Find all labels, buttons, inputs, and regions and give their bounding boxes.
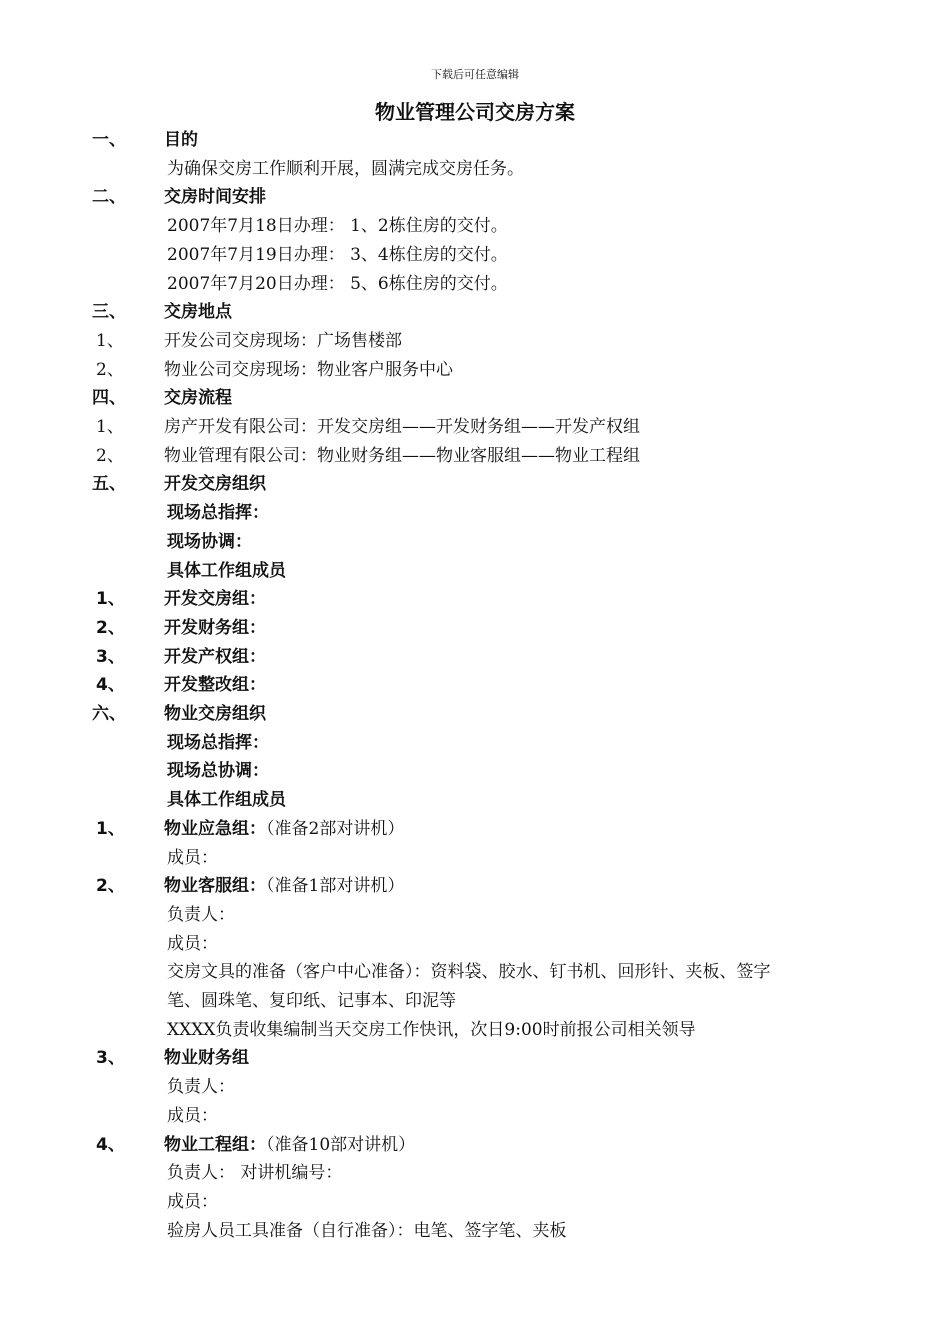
document-line [0,815,950,843]
line-suffix: （准备1部对讲机） [266,876,405,897]
line-text: 成员： [167,1105,218,1126]
document-line [0,614,950,642]
line-text: 负责人： 对讲机编号： [167,1163,343,1184]
document-line [0,557,950,585]
line-number: 1、 [96,417,124,437]
document-line [0,585,950,613]
line-number: 一、 [92,130,126,150]
line-text: 交房地点 [164,302,232,323]
document-line [0,270,950,298]
line-text: 成员： [167,847,218,868]
line-text: 开发财务组： [164,617,266,638]
line-text: 2007年7月18日办理： 1、2栋住房的交付。 [167,216,508,237]
document-line [0,1188,950,1216]
document-line [0,757,950,785]
document-line [0,298,950,326]
document-line [0,356,950,384]
line-number: 2、 [96,876,125,897]
line-suffix: （准备10部对讲机） [266,1134,416,1155]
line-number: 4、 [96,675,125,696]
document-title: 物业管理公司交房方案 [375,100,575,124]
document-line [0,671,950,699]
document-line [0,1217,950,1245]
line-text: 验房人员工具准备（自行准备）：电笔、签字笔、夹板 [167,1220,567,1241]
document-line [0,729,950,757]
line-suffix: （准备2部对讲机） [266,818,405,839]
line-number: 三、 [92,302,126,323]
line-text: 物业工程组：（准备10部对讲机） [164,1134,416,1155]
document-line [0,413,950,441]
line-text: 现场总指挥： [167,503,269,524]
line-number: 六、 [92,704,126,724]
line-number: 四、 [92,388,126,409]
line-text: 现场总指挥： [167,732,269,753]
document-line [0,1016,950,1044]
document-line [0,241,950,269]
document-line [0,958,950,986]
line-text: 开发交房组织 [164,474,266,495]
document-line [0,384,950,412]
line-number: 二、 [92,187,126,208]
line-text: 为确保交房工作顺利开展，圆满完成交房任务。 [167,158,524,179]
line-text: 负责人： [167,904,235,925]
line-text: 具体工作组成员 [167,560,286,581]
line-text: 物业公司交房现场：物业客户服务中心 [164,359,453,380]
document-line [0,872,950,900]
document-line [0,987,950,1015]
line-text: 成员： [167,933,218,954]
line-text: 物业交房组织 [164,704,266,724]
document-line [0,786,950,814]
line-text: 房产开发有限公司：开发交房组——开发财务组——开发产权组 [164,417,640,437]
document-line [0,643,950,671]
line-text: 成员： [167,1191,218,1212]
document-line [0,442,950,470]
document-line [0,930,950,958]
document-line [0,212,950,240]
document-line [0,1131,950,1159]
line-text: XXXX负责收集编制当天交房工作快讯，次日9:00时前报公司相关领导 [167,1019,696,1040]
document-line [0,1159,950,1187]
line-number: 1、 [96,589,125,610]
line-number: 1、 [96,818,125,839]
line-text: 负责人： [167,1077,235,1098]
document-line [0,700,950,728]
document-line [0,1102,950,1130]
line-number: 3、 [96,1048,125,1069]
line-text: 现场总协调： [167,761,269,782]
line-number: 3、 [96,646,125,667]
document-line [0,470,950,498]
line-text: 交房文具的准备（客户中心准备）：资料袋、胶水、钉书机、回形针、夹板、签字 [167,962,771,983]
document-line [0,183,950,211]
line-text: 2007年7月19日办理： 3、4栋住房的交付。 [167,244,508,265]
document-line [0,1044,950,1072]
line-number: 2、 [96,359,124,380]
line-text: 交房时间安排 [164,187,266,208]
document-line [0,901,950,929]
document-line [0,155,950,183]
line-number: 1、 [96,330,124,351]
line-text: 笔、圆珠笔、复印纸、记事本、印泥等 [167,991,456,1011]
document-line [0,126,950,154]
line-text: 开发产权组： [164,646,266,667]
line-number: 五、 [92,474,126,495]
line-number: 2、 [96,445,124,466]
line-text: 开发交房组： [164,589,266,610]
line-number: 2、 [96,617,125,638]
line-text: 2007年7月20日办理： 5、6栋住房的交付。 [167,273,508,294]
line-text: 开发公司交房现场：广场售楼部 [164,330,402,351]
line-text: 物业客服组：（准备1部对讲机） [164,876,405,897]
line-text: 现场协调： [167,531,252,552]
line-number: 4、 [96,1134,125,1155]
document-line [0,844,950,872]
document-line [0,528,950,556]
line-text: 物业应急组：（准备2部对讲机） [164,818,405,839]
document-line [0,327,950,355]
document-line [0,1073,950,1101]
line-text: 交房流程 [164,388,232,409]
line-text: 开发整改组： [164,675,266,696]
header-note: 下载后可任意编辑 [431,68,519,81]
document-line [0,499,950,527]
line-text: 物业财务组 [164,1048,249,1069]
line-text: 目的 [164,130,198,150]
line-text: 具体工作组成员 [167,790,286,811]
line-text: 物业管理有限公司：物业财务组——物业客服组——物业工程组 [164,445,640,466]
